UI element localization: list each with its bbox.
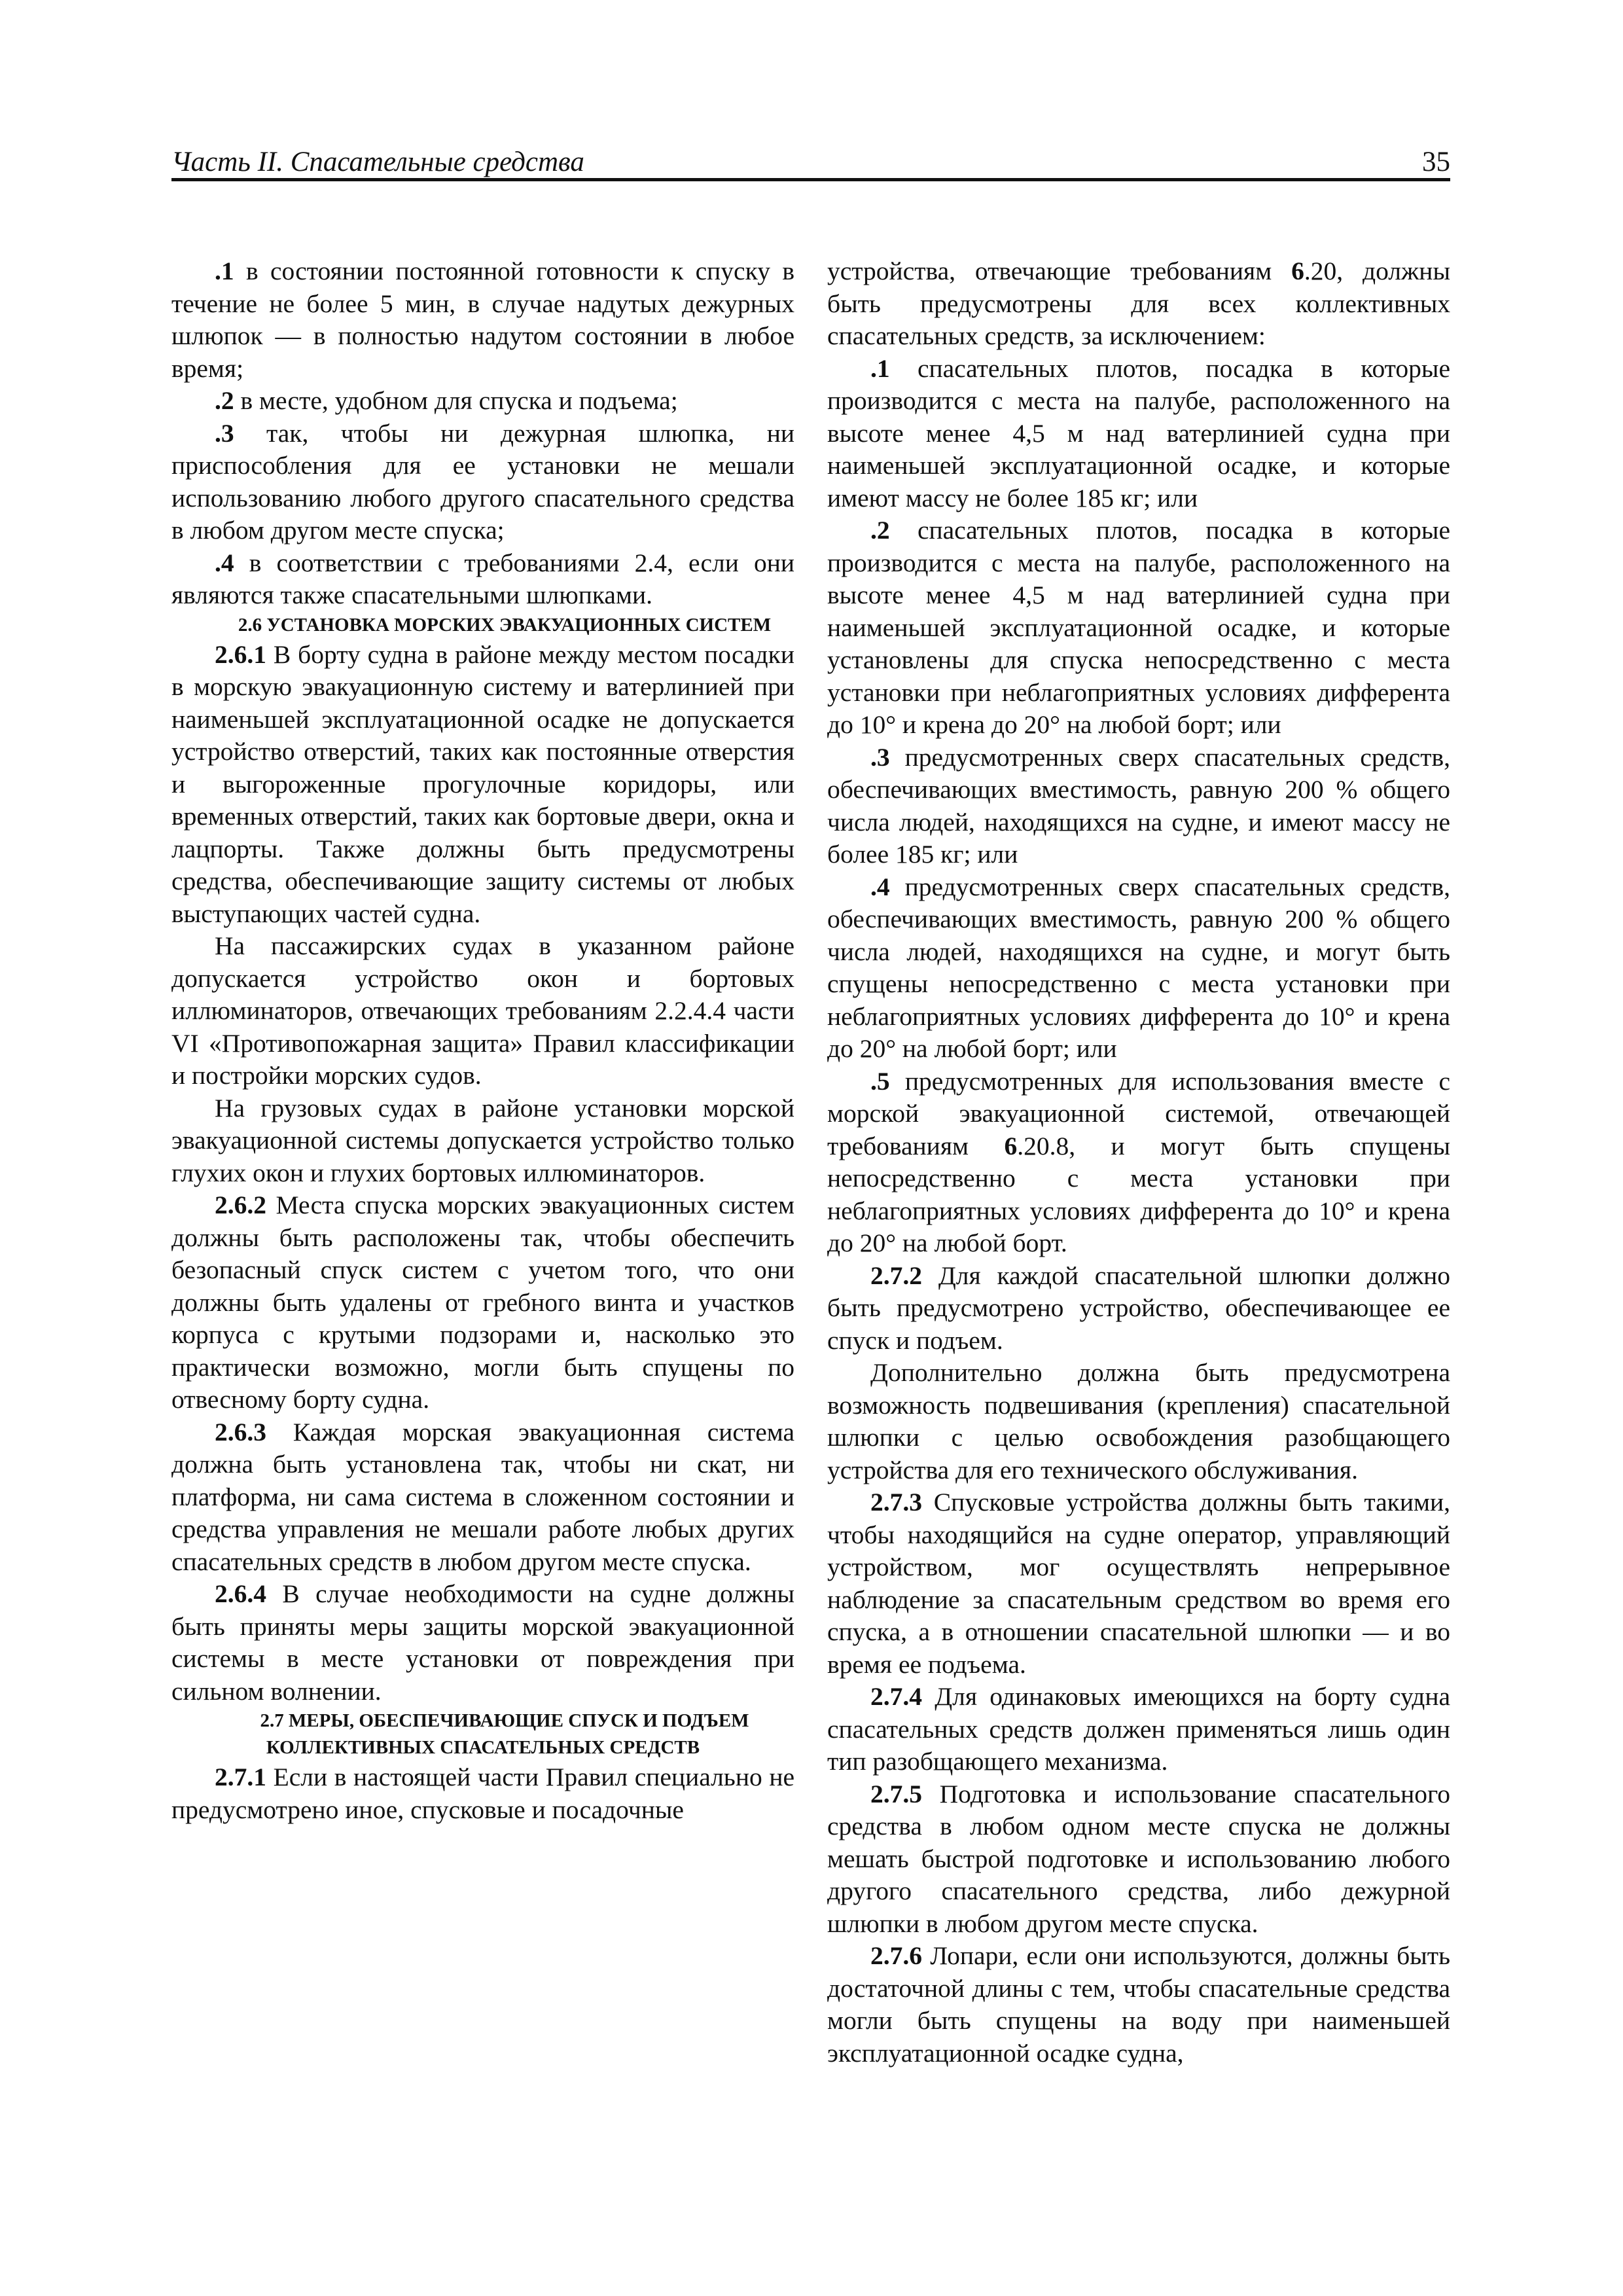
list-item: .4 предусмотренных сверх спасательных средств, обеспечивающих вместимость, равную 200 % общего числа людей, находящихся на судне, и могут быть спущены непосредственно с места установки при неблагоприятных условиях дифферента до 10° и крена до 20° на любой борт; или [827, 872, 1450, 1063]
paragraph-2-6-4: 2.6.4 В случае необходимости на судне должны быть приняты меры защиты морской эвакуационной системы в месте установки от повреждения при сильном волнении. [171, 1579, 794, 1706]
running-header [171, 145, 1450, 179]
list-item: .2 спасательных плотов, посадка в которые производится с места на палубе, расположенного на высоте менее 4,5 м над ватерлинией судна при наименьшей эксплуатационной осадке, и которые установлены для спуска непосредственно с места установки при неблагоприятных условиях дифферента до 10° и крена до 20° на любой борт; или [827, 516, 1450, 739]
page-number: 35 [1422, 147, 1450, 177]
list-item: .1 спасательных плотов, посадка в которые производится с места на палубе, расположенного на высоте менее 4,5 м над ватерлинией судна при наименьшей эксплуатационной осадке, и которые имеют массу не более 185 кг; или [827, 353, 1450, 512]
paragraph-2-6-2: 2.6.2 Места спуска морских эвакуационных систем должны быть расположены так, чтобы обеспечить безопасный спуск систем с учетом того, что они должны быть удалены от гребного винта и участков корпуса с крутыми подзорами и, насколько это практически возможно, могли быть спущены по отвесному борту судна. [171, 1191, 794, 1414]
paragraph-2-7-5: 2.7.5 Подготовка и использование спасательного средства в любом одном месте спуска не должны мешать быстрой подготовке и использованию любого другого спасательного средства, либо дежурной шлюпки в любом другом месте спуска. [827, 1779, 1450, 1938]
paragraph-2-7-3: 2.7.3 Спусковые устройства должны быть такими, чтобы находящийся на судне оператор, управляющий устройством, мог осуществлять непрерывное наблюдение за спасательным средством во время его спуска, а в отношении спасательной шлюпки — и во время ее подъема. [827, 1488, 1450, 1679]
header-title: Часть II. Спасательные средства [171, 147, 584, 177]
paragraph-2-6-3: 2.6.3 Каждая морская эвакуационная система должна быть установлена так, чтобы ни скат, ни платформа, ни сама система в сложенном состоянии и средства управления не мешали работе любых других спасательных средств в любом другом месте спуска. [171, 1417, 794, 1576]
list-item: .3 предусмотренных сверх спасательных средств, обеспечивающих вместимость, равную 200 % общего числа людей, находящихся на судне, и имеют массу не более 185 кг; или [827, 742, 1450, 869]
paragraph: На грузовых судах в районе установки морской эвакуационной системы допускается устройство только глухих окон и глухих бортовых иллюминаторов. [171, 1093, 794, 1187]
list-item: .5 предусмотренных для использования вместе с морской эвакуационной системой, отвечающей требованиям 6.20.8, и могут быть спущены непосредственно с места установки при неблагоприятных условиях дифферента до 10° и крена до 20° на любой борт. [827, 1066, 1450, 1257]
paragraph-2-7-1: 2.7.1 Если в настоящей части Правил специально не предусмотрено иное, спусковые и посадочные [171, 1763, 794, 1824]
list-item: .4 в соответствии с требованиями 2.4, если они являются также спасательными шлюпками. [171, 548, 794, 609]
paragraph: Дополнительно должна быть предусмотрена возможность подвешивания (крепления) спасательной шлюпки с целью освобождения разобщающего устройства для его технического обслуживания. [827, 1358, 1450, 1484]
list-item: .3 так, чтобы ни дежурная шлюпка, ни приспособления для ее установки не мешали использованию любого другого спасательного средства в любом другом месте спуска; [171, 418, 794, 545]
header-rule [171, 178, 1450, 181]
paragraph: На пассажирских судах в указанном районе допускается устройство окон и бортовых иллюминаторов, отвечающих требованиям 2.2.4.4 части VI «Противопожарная защита» Правил классификации и постройки морских судов. [171, 931, 794, 1090]
section-heading-2-6: 2.6 УСТАНОВКА МОРСКИХ ЭВАКУАЦИОННЫХ СИСТЕМ [238, 614, 772, 636]
paragraph-continuation: устройства, отвечающие требованиям 6.20, должны быть предусмотрены для всех коллективных спасательных средств, за исключением: [827, 257, 1450, 350]
left-column [171, 255, 794, 1826]
paragraph-2-6-1: 2.6.1 В борту судна в районе между местом посадки в морскую эвакуационную систему и ватерлинией при наименьшей эксплуатационной осадке не допускается устройство отверстий, таких как постоянные отверстия и выгороженные прогулочные коридоры, или временных отверстий, таких как бортовые двери, окна и лацпорты. Также должны быть предусмотрены средства, обеспечивающие защиту системы от любых выступающих частей судна. [171, 639, 794, 928]
list-item: .1 в состоянии постоянной готовности к спуску в течение не более 5 мин, в случае надутых дежурных шлюпок — в полностью надутом состоянии в любое время; [171, 257, 794, 383]
right-column [827, 255, 1450, 2070]
section-heading-2-7: 2.7 МЕРЫ, ОБЕСПЕЧИВАЮЩИЕ СПУСК И ПОДЪЕМ КОЛЛЕКТИВНЫХ СПАСАТЕЛЬНЫХ СРЕДСТВ [260, 1710, 749, 1758]
list-item: .2 в месте, удобном для спуска и подъема; [215, 386, 678, 415]
paragraph-2-7-2: 2.7.2 Для каждой спасательной шлюпки должно быть предусмотрено устройство, обеспечивающее ее спуск и подъем. [827, 1261, 1450, 1355]
paragraph-2-7-6: 2.7.6 Лопари, если они используются, должны быть достаточной длины с тем, чтобы спасательные средства могли быть спущены на воду при наименьшей эксплуатационной осадке судна, [827, 1941, 1450, 2068]
paragraph-2-7-4: 2.7.4 Для одинаковых имеющихся на борту судна спасательных средств должен применяться лишь один тип разобщающего механизма. [827, 1682, 1450, 1776]
